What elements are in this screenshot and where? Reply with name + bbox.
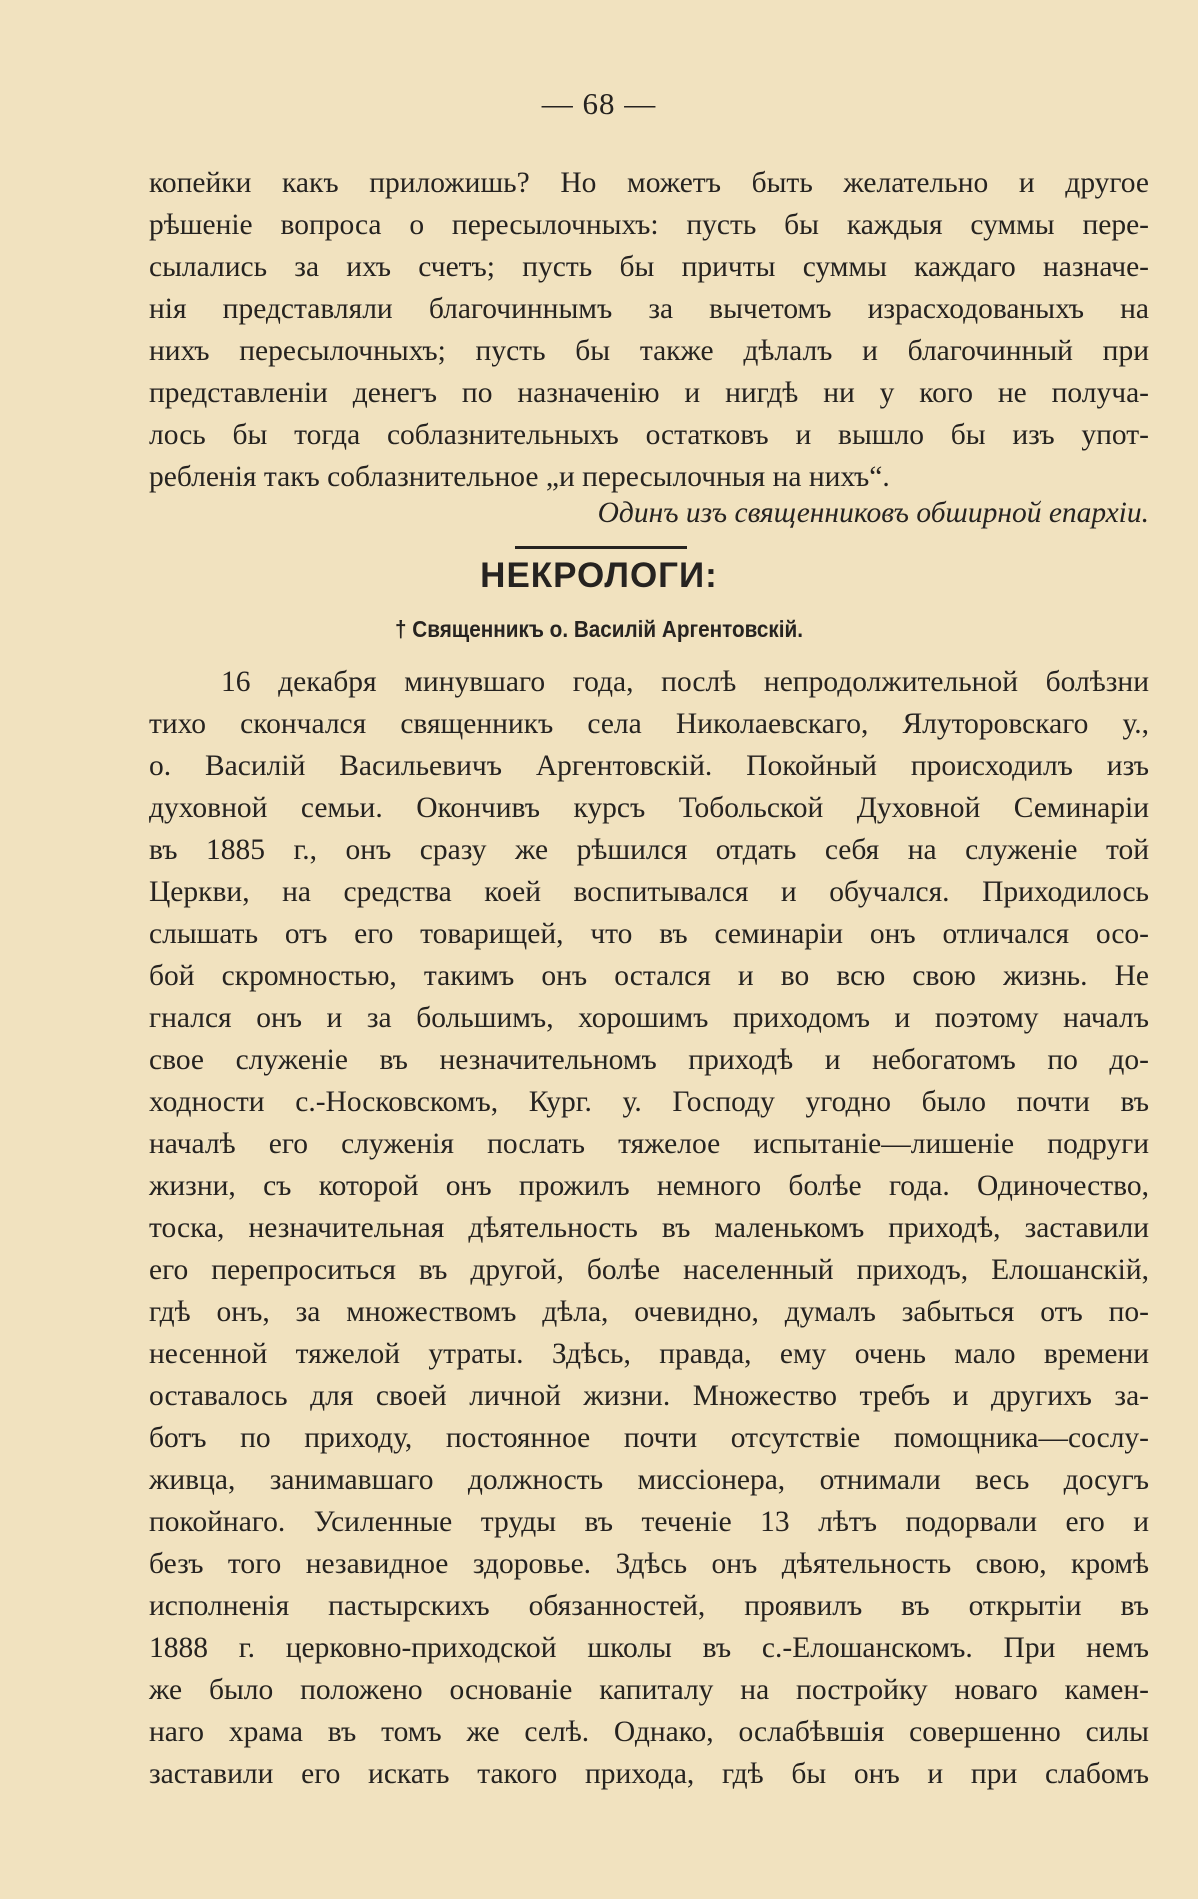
text-line: тоска, незначительная дѣятельность въ маленькомъ приходѣ, заставили (149, 1212, 1149, 1244)
obituary-body (149, 661, 1149, 1795)
text-line: нихъ пересылочныхъ; пусть бы также дѣлалъ и благочинный при (149, 335, 1149, 367)
text-line: сылались за ихъ счетъ; пусть бы причты суммы каждаго назначе- (149, 251, 1149, 283)
section-divider (515, 546, 687, 549)
text-line: живца, занимавшаго должность миссіонера, отнимали весь досугъ (149, 1464, 1149, 1496)
text-line: копейки какъ приложишь? Но можетъ быть желательно и другое (149, 167, 1149, 199)
obituary-title: † Священникъ о. Василій Аргентовскій. (395, 616, 803, 642)
text-line: безъ того незавидное здоровье. Здѣсь онъ дѣятельность свою, кромѣ (149, 1548, 1149, 1580)
text-line: о. Василій Васильевичъ Аргентовскій. Покойный происходилъ изъ (149, 750, 1149, 782)
text-line: гдѣ онъ, за множествомъ дѣла, очевидно, думалъ забыться отъ по- (149, 1296, 1149, 1328)
author-signature: Одинъ изъ священниковъ обширной епархіи. (597, 497, 1149, 529)
text-line: слышать отъ его товарищей, что въ семинаріи онъ отличался осо- (149, 918, 1149, 950)
page-number: — 68 — (541, 86, 657, 121)
text-line: бой скромностью, такимъ онъ остался и во всю свою жизнь. Не (149, 960, 1149, 992)
text-line: ходности с.-Носковскомъ, Кург. у. Господу угодно было почти въ (149, 1086, 1149, 1118)
text-line: лось бы тогда соблазнительныхъ остатковъ и вышло бы изъ упот- (149, 419, 1149, 451)
text-line: 1888 г. церковно-приходской школы въ с.-Елошанскомъ. При немъ (149, 1632, 1149, 1664)
text-line: ребленія такъ соблазнительное „и пересылочныя на нихъ“. (149, 461, 890, 493)
text-line: покойнаго. Усиленные труды въ теченіе 13 лѣтъ подорвали его и (149, 1506, 1149, 1538)
text-line: свое служеніе въ незначительномъ приходѣ и небогатомъ по до- (149, 1044, 1149, 1076)
text-line: его перепроситься въ другой, болѣе населенный приходъ, Елошанскій, (149, 1254, 1149, 1286)
text-line: тихо скончался священникъ села Николаевскаго, Ялуторовскаго у., (149, 708, 1149, 740)
text-line: представленіи денегъ по назначенію и нигдѣ ни у кого не получа- (149, 377, 1149, 409)
section-heading: НЕКРОЛОГИ: (480, 556, 718, 595)
text-line: оставалось для своей личной жизни. Множество требъ и другихъ за- (149, 1380, 1149, 1412)
text-line: началѣ его служенія послать тяжелое испытаніе—лишеніе подруги (149, 1128, 1149, 1160)
text-line: Церкви, на средства коей воспитывался и обучался. Приходилось (149, 876, 1149, 908)
text-line: гнался онъ и за большимъ, хорошимъ приходомъ и поэтому началъ (149, 1002, 1149, 1034)
text-line: наго храма въ томъ же селѣ. Однако, ослабѣвшія совершенно силы (149, 1716, 1149, 1748)
text-line: несенной тяжелой утраты. Здѣсь, правда, ему очень мало времени (149, 1338, 1149, 1370)
continuation-paragraph (149, 162, 1149, 498)
text-line: ботъ по приходу, постоянное почти отсутствіе помощника—сослу- (149, 1422, 1149, 1454)
text-line: въ 1885 г., онъ сразу же рѣшился отдать себя на служеніе той (149, 834, 1149, 866)
text-line: исполненія пастырскихъ обязанностей, проявилъ въ открытіи въ (149, 1590, 1149, 1622)
text-line: заставили его искать такого прихода, гдѣ бы онъ и при слабомъ (149, 1758, 1149, 1790)
text-line: нія представляли благочиннымъ за вычетомъ израсходованыхъ на (149, 293, 1149, 325)
text-line: рѣшеніе вопроса о пересылочныхъ: пусть бы каждыя суммы пере- (149, 209, 1149, 241)
text-line: 16 декабря минувшаго года, послѣ непродолжительной болѣзни (221, 666, 1149, 698)
text-line: же было положено основаніе капиталу на постройку новаго камен- (149, 1674, 1149, 1706)
text-line: духовной семьи. Окончивъ курсъ Тобольской Духовной Семинаріи (149, 792, 1149, 824)
text-line: жизни, съ которой онъ прожилъ немного болѣе года. Одиночество, (149, 1170, 1149, 1202)
